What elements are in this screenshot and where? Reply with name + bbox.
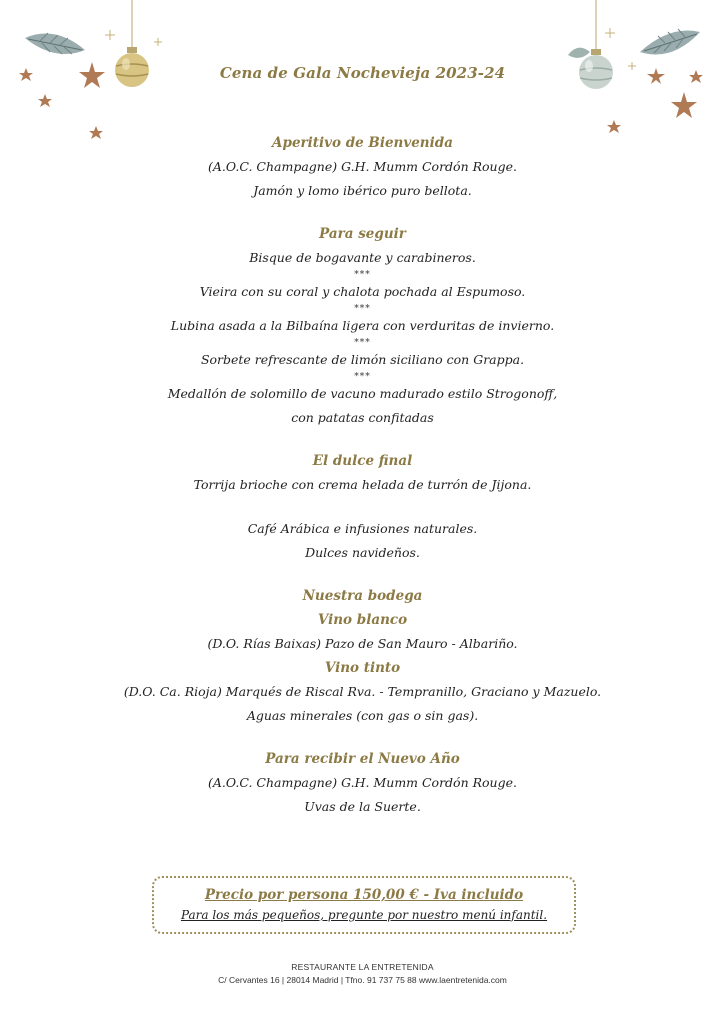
- subsection-heading: Vino blanco: [317, 612, 408, 628]
- subsection-heading: Vino tinto: [324, 660, 401, 676]
- menu-content: [0, 131, 725, 819]
- separator: ***: [354, 270, 371, 280]
- menu-item: Torrija brioche con crema helada de turrón de Jijona.: [193, 477, 532, 492]
- separator: ***: [354, 304, 371, 314]
- separator: ***: [354, 372, 371, 382]
- section-heading: Nuestra bodega: [302, 588, 423, 604]
- menu-item: Café Arábica e infusiones naturales.: [247, 521, 478, 536]
- footer: [0, 961, 725, 987]
- price-text: Precio por persona 150,00 € - Iva incluido: [204, 887, 524, 903]
- menu-item: Uvas de la Suerte.: [304, 799, 421, 814]
- menu-item: Medallón de solomillo de vacuno madurado estilo Strogonoff,: [167, 386, 558, 401]
- menu-item: Lubina asada a la Bilbaína ligera con verduritas de invierno.: [170, 318, 555, 333]
- section-para-seguir: [0, 222, 725, 430]
- section-bodega: [0, 584, 725, 728]
- menu-item: (D.O. Rías Baixas) Pazo de San Mauro - Albariño.: [207, 636, 518, 651]
- restaurant-address: C/ Cervantes 16 | 28014 Madrid | Tfno. 91 737 75 88 www.laentretenida.com: [218, 975, 507, 985]
- section-heading: Aperitivo de Bienvenida: [272, 135, 453, 151]
- price-box: [152, 876, 576, 934]
- menu-item: Sorbete refrescante de limón siciliano con Grappa.: [200, 352, 525, 367]
- section-dulce-final: [0, 449, 725, 565]
- section-heading: Para seguir: [319, 226, 406, 242]
- section-heading: Para recibir el Nuevo Año: [265, 751, 460, 767]
- kids-menu-note: Para los más pequeños, pregunte por nuestro menú infantil.: [180, 908, 548, 922]
- menu-item: Jamón y lomo ibérico puro bellota.: [253, 183, 472, 198]
- page-title: Cena de Gala Nochevieja 2023-24: [219, 64, 506, 82]
- menu-item: con patatas confitadas: [291, 410, 434, 425]
- section-aperitivo: [0, 131, 725, 203]
- menu-item: Bisque de bogavante y carabineros.: [249, 250, 476, 265]
- menu-item: (D.O. Ca. Rioja) Marqués de Riscal Rva. - Tempranillo, Graciano y Mazuelo.: [123, 684, 602, 699]
- leaf-icon: [25, 33, 85, 54]
- star-icon: [105, 30, 162, 46]
- menu-item: Dulces navideños.: [305, 545, 420, 560]
- section-heading: El dulce final: [312, 453, 413, 469]
- restaurant-name: RESTAURANTE LA ENTRETENIDA: [291, 962, 434, 972]
- menu-item: Aguas minerales (con gas o sin gas).: [246, 708, 479, 723]
- menu-item: Vieira con su coral y chalota pochada al Espumoso.: [199, 284, 526, 299]
- menu-item: (A.O.C. Champagne) G.H. Mumm Cordón Rouge.: [208, 159, 517, 174]
- separator: ***: [354, 338, 371, 348]
- menu-item: (A.O.C. Champagne) G.H. Mumm Cordón Rouge.: [208, 775, 517, 790]
- leaf-icon: [640, 29, 700, 55]
- section-nuevo-ano: [0, 747, 725, 819]
